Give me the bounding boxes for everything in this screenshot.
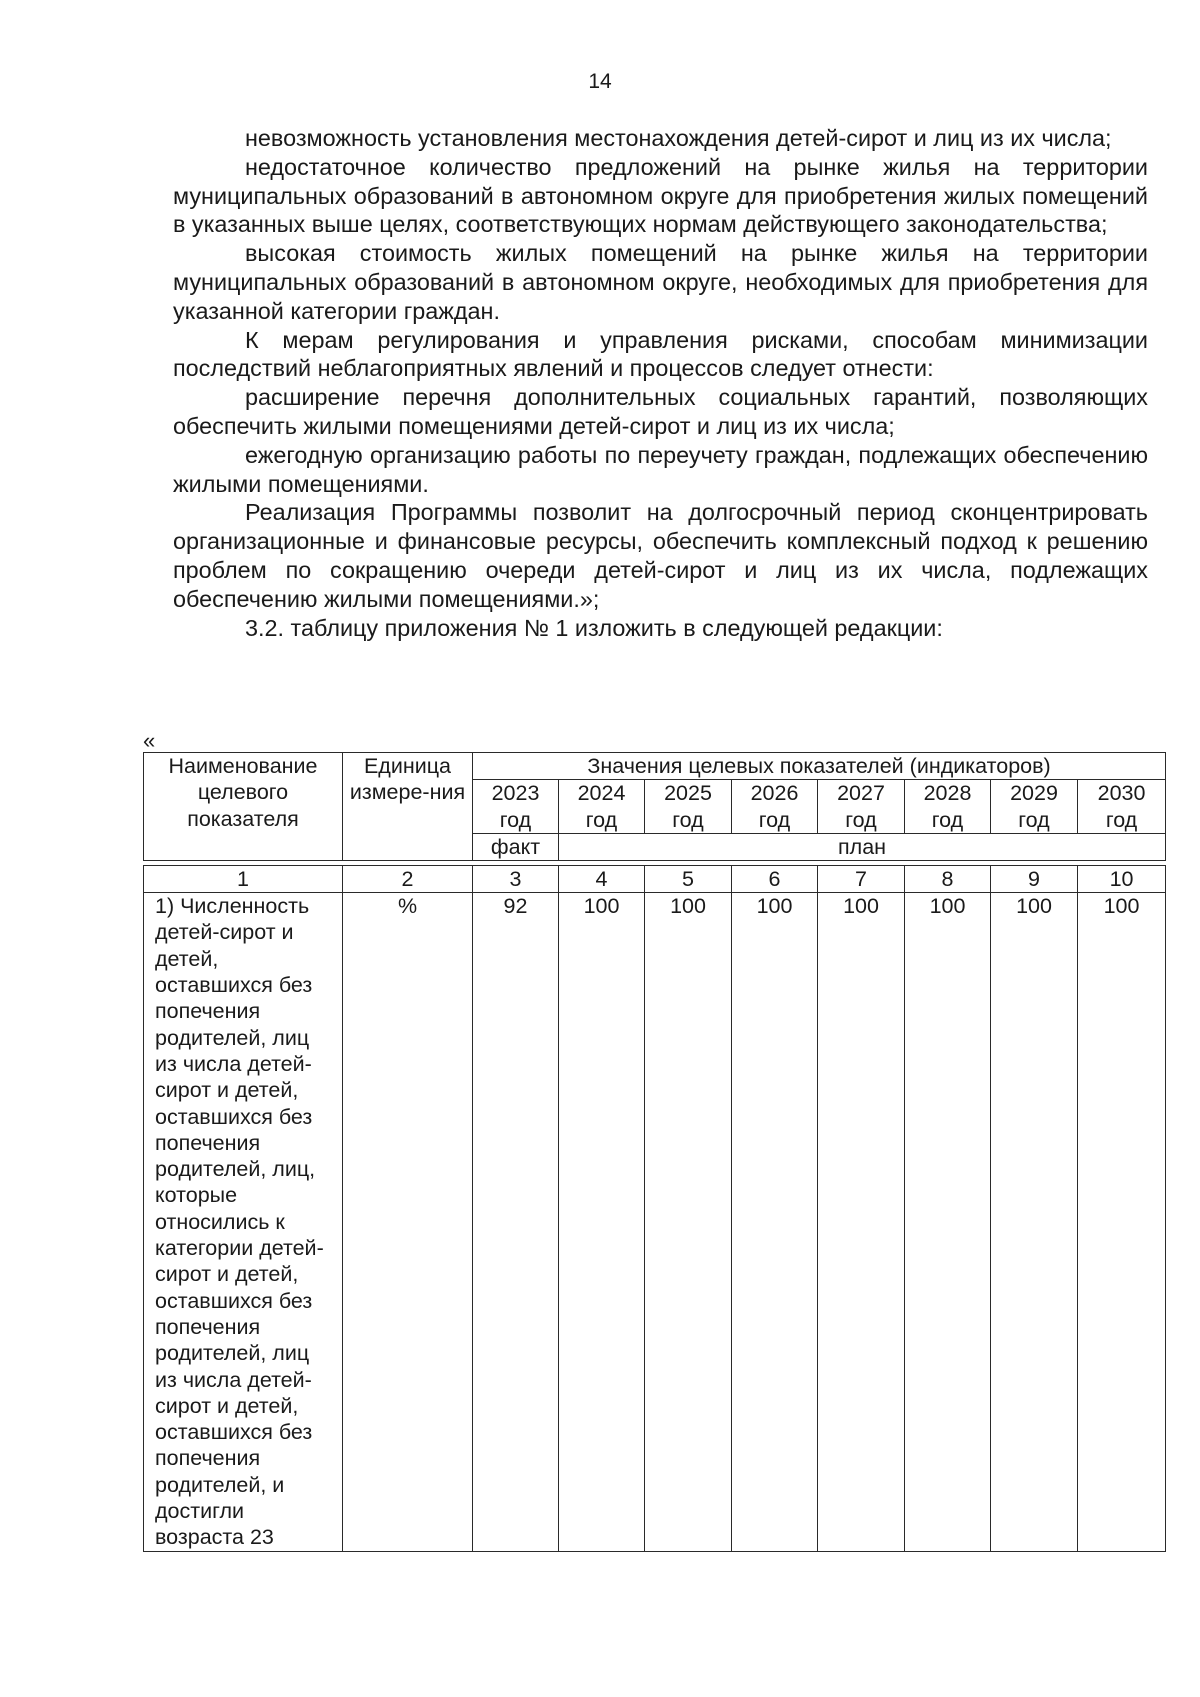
paragraph: расширение перечня дополнительных социальных гарантий, позволяющих обеспечить жилыми помещениями детей-сирот и лиц из их числа;	[173, 384, 1148, 439]
value-cell: 100	[732, 893, 818, 1551]
header-year: 2025 год	[645, 780, 732, 834]
paragraph: К мерам регулирования и управления рисками, способам минимизации последствий неблагоприятных явлений и процессов следует отнести:	[173, 326, 1148, 382]
paragraph: 3.2. таблицу приложения № 1 изложить в следующей редакции:	[245, 614, 943, 641]
body-text	[173, 124, 1148, 642]
indicator-name-cell: 1) Численность детей-сирот и детей, оставшихся без попечения родителей, лиц из числа детей-сирот и детей, оставшихся без попечения родителей, лиц, которые относились к категории детей-сирот и детей, оставшихся без попечения родителей, лиц из числа детей-сирот и детей, оставшихся без попечения родителей, и достигли возраста 23	[144, 893, 343, 1551]
column-number: 8	[905, 866, 991, 893]
paragraph: недостаточное количество предложений на рынке жилья на территории муниципальных образований в автономном округе для приобретения жилых помещений в указанных выше целях, соответствующих нормам действующего законодательства;	[173, 153, 1148, 238]
header-year: 2029 год	[991, 780, 1078, 834]
header-unit: Единица измере-ния	[343, 753, 473, 861]
opening-quote-mark: «	[143, 728, 156, 753]
header-plan: план	[559, 833, 1166, 860]
header-year: 2024 год	[559, 780, 645, 834]
value-cell: 100	[905, 893, 991, 1551]
header-year: 2028 год	[905, 780, 991, 834]
column-number: 2	[343, 866, 473, 893]
header-row	[144, 753, 1166, 780]
header-year: 2030 год	[1078, 780, 1166, 834]
page-number: 14	[588, 70, 612, 93]
header-indicator-name: Наименование целевого показателя	[144, 753, 343, 861]
value-cell: 100	[991, 893, 1078, 1551]
column-number: 3	[473, 866, 559, 893]
header-year: 2027 год	[818, 780, 905, 834]
unit-cell: %	[343, 893, 473, 1551]
value-cell: 100	[559, 893, 645, 1551]
header-year: 2026 год	[732, 780, 818, 834]
column-number: 4	[559, 866, 645, 893]
value-cell: 100	[1078, 893, 1166, 1551]
column-number: 9	[991, 866, 1078, 893]
column-number: 10	[1078, 866, 1166, 893]
value-cell: 92	[473, 893, 559, 1551]
value-cell: 100	[818, 893, 905, 1551]
paragraph: высокая стоимость жилых помещений на рынке жилья на территории муниципальных образований в автономном округе, необходимых для приобретения для указанной категории граждан.	[173, 240, 1148, 324]
column-number: 1	[144, 866, 343, 893]
paragraph: ежегодную организацию работы по переучету граждан, подлежащих обеспечению жилыми помещениями.	[173, 441, 1148, 497]
column-number: 7	[818, 866, 905, 893]
column-number: 5	[645, 866, 732, 893]
header-year: 2023 год	[473, 780, 559, 834]
value-cell: 100	[645, 893, 732, 1551]
indicators-table	[143, 752, 1166, 1552]
table-row	[144, 893, 1166, 1551]
paragraph: невозможность установления местонахождения детей-сирот и лиц из их числа;	[245, 125, 1112, 151]
header-fact: факт	[473, 833, 559, 860]
column-number: 6	[732, 866, 818, 893]
column-number-row	[144, 866, 1166, 893]
paragraph: Реализация Программы позволит на долгосрочный период сконцентрировать организационные и финансовые ресурсы, обеспечить комплексный подход к решению проблем по сокращению очереди детей-сирот и лиц из их числа, подлежащих обеспечению жилыми помещениями.»;	[173, 499, 1148, 612]
header-values-group: Значения целевых показателей (индикаторов)	[473, 753, 1166, 780]
